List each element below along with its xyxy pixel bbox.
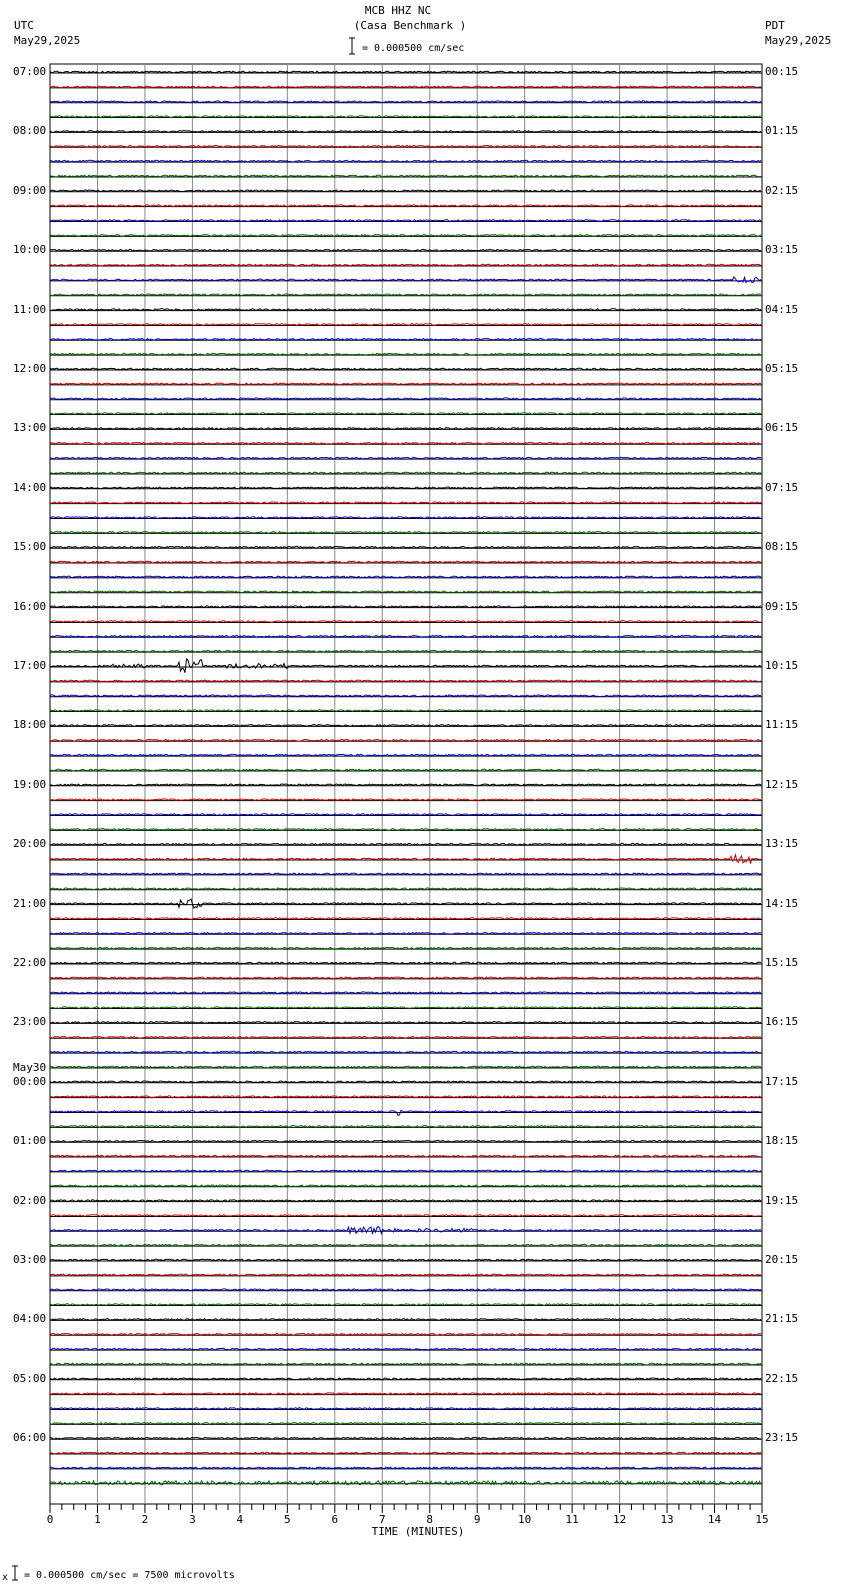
pdt-hour-label: 07:15 <box>765 480 799 494</box>
date-change-label: May30 <box>13 1060 47 1074</box>
x-tick-label: 10 <box>518 1513 532 1526</box>
utc-hour-label: 11:00 <box>13 302 47 316</box>
footer-mark: x <box>2 1572 9 1583</box>
x-tick-label: 7 <box>378 1513 386 1526</box>
utc-hour-label: 21:00 <box>13 896 47 910</box>
utc-hour-label: 22:00 <box>13 956 47 969</box>
utc-hour-label: 14:00 <box>13 480 47 494</box>
pdt-date: May29,2025 <box>765 34 832 47</box>
utc-hour-label: 20:00 <box>13 837 47 851</box>
pdt-label: PDT <box>765 19 785 32</box>
utc-hour-label: 04:00 <box>13 1312 47 1326</box>
x-tick-label: 15 <box>755 1513 769 1526</box>
x-tick-label: 2 <box>141 1513 149 1526</box>
x-tick-label: 13 <box>660 1513 674 1526</box>
utc-hour-label: 01:00 <box>13 1134 47 1148</box>
pdt-hour-label: 17:15 <box>765 1074 799 1088</box>
seismic-trace <box>50 175 761 177</box>
x-tick-label: 4 <box>236 1513 244 1526</box>
pdt-hour-label: 02:15 <box>765 183 799 197</box>
seismic-trace <box>50 855 761 864</box>
pdt-hour-label: 22:15 <box>765 1371 799 1385</box>
seismic-trace <box>50 899 761 908</box>
seismic-trace <box>50 353 761 355</box>
utc-hour-label: 17:00 <box>13 659 47 672</box>
utc-hour-label: 12:00 <box>13 362 47 375</box>
pdt-hour-label: 01:15 <box>765 124 799 138</box>
site-name: (Casa Benchmark ) <box>353 19 467 32</box>
scale-text: = 0.000500 cm/sec <box>362 43 465 54</box>
pdt-hour-label: 12:15 <box>765 777 799 791</box>
footer-scale: = 0.000500 cm/sec = 7500 microvolts <box>24 1570 235 1581</box>
x-tick-label: 3 <box>189 1513 196 1526</box>
seismic-trace <box>50 546 761 548</box>
utc-hour-label: 15:00 <box>13 540 47 554</box>
utc-hour-label: 07:00 <box>13 65 47 78</box>
seismic-trace <box>50 324 761 326</box>
seismic-trace <box>50 1007 761 1009</box>
x-tick-label: 8 <box>426 1513 434 1526</box>
seismic-trace <box>50 277 761 283</box>
pdt-hour-label: 04:15 <box>765 302 799 316</box>
pdt-hour-label: 19:15 <box>765 1193 799 1207</box>
x-tick-label: 14 <box>707 1513 722 1526</box>
utc-hour-label: 13:00 <box>13 421 47 435</box>
utc-hour-label: 09:00 <box>13 183 47 197</box>
utc-hour-label: 18:00 <box>13 718 47 732</box>
utc-hour-label: 10:00 <box>13 243 47 257</box>
pdt-hour-label: 08:15 <box>765 540 799 554</box>
pdt-hour-label: 20:15 <box>765 1253 799 1266</box>
seismic-trace <box>50 294 761 296</box>
utc-hour-label: 03:00 <box>13 1253 47 1266</box>
pdt-hour-label: 06:15 <box>765 421 799 435</box>
seismic-trace <box>50 413 761 415</box>
pdt-hour-label: 18:15 <box>765 1134 799 1148</box>
pdt-hour-label: 23:15 <box>765 1431 799 1445</box>
utc-hour-label: 19:00 <box>13 777 47 791</box>
utc-date: May29,2025 <box>14 34 81 47</box>
x-tick-label: 9 <box>473 1513 481 1526</box>
pdt-hour-label: 16:15 <box>765 1015 799 1029</box>
seismic-trace <box>50 1226 761 1233</box>
seismic-trace <box>50 561 761 563</box>
pdt-hour-label: 03:15 <box>765 243 799 257</box>
seismic-trace <box>50 636 761 638</box>
utc-hour-label: 02:00 <box>13 1193 47 1207</box>
pdt-hour-label: 11:15 <box>765 718 799 732</box>
seismic-trace <box>50 769 761 771</box>
seismic-trace <box>50 1319 761 1321</box>
pdt-hour-label: 15:15 <box>765 956 799 969</box>
seismic-trace <box>50 659 761 673</box>
x-axis-label: TIME (MINUTES) <box>371 1525 465 1538</box>
utc-hour-label: 06:00 <box>13 1431 47 1445</box>
x-tick-label: 6 <box>331 1513 339 1526</box>
pdt-hour-label: 21:15 <box>765 1312 799 1326</box>
pdt-hour-label: 10:15 <box>765 659 799 672</box>
utc-hour-label: 23:00 <box>13 1015 47 1029</box>
x-tick-label: 12 <box>612 1513 627 1526</box>
seismic-trace <box>50 1423 761 1425</box>
utc-hour-label: 00:00 <box>13 1074 47 1088</box>
utc-label: UTC <box>14 19 34 32</box>
x-tick-label: 11 <box>565 1513 579 1526</box>
pdt-hour-label: 13:15 <box>765 837 799 851</box>
utc-hour-label: 16:00 <box>13 599 47 613</box>
x-tick-label: 1 <box>94 1513 101 1526</box>
x-tick-label: 5 <box>284 1513 291 1526</box>
utc-hour-label: 05:00 <box>13 1371 47 1385</box>
x-tick-label: 0 <box>46 1513 54 1526</box>
pdt-hour-label: 09:15 <box>765 599 799 613</box>
pdt-hour-label: 05:15 <box>765 362 799 375</box>
station-title: MCB HHZ NC <box>364 4 432 17</box>
pdt-hour-label: 14:15 <box>765 896 799 910</box>
pdt-hour-label: 00:15 <box>765 65 799 78</box>
utc-hour-label: 08:00 <box>13 124 47 138</box>
